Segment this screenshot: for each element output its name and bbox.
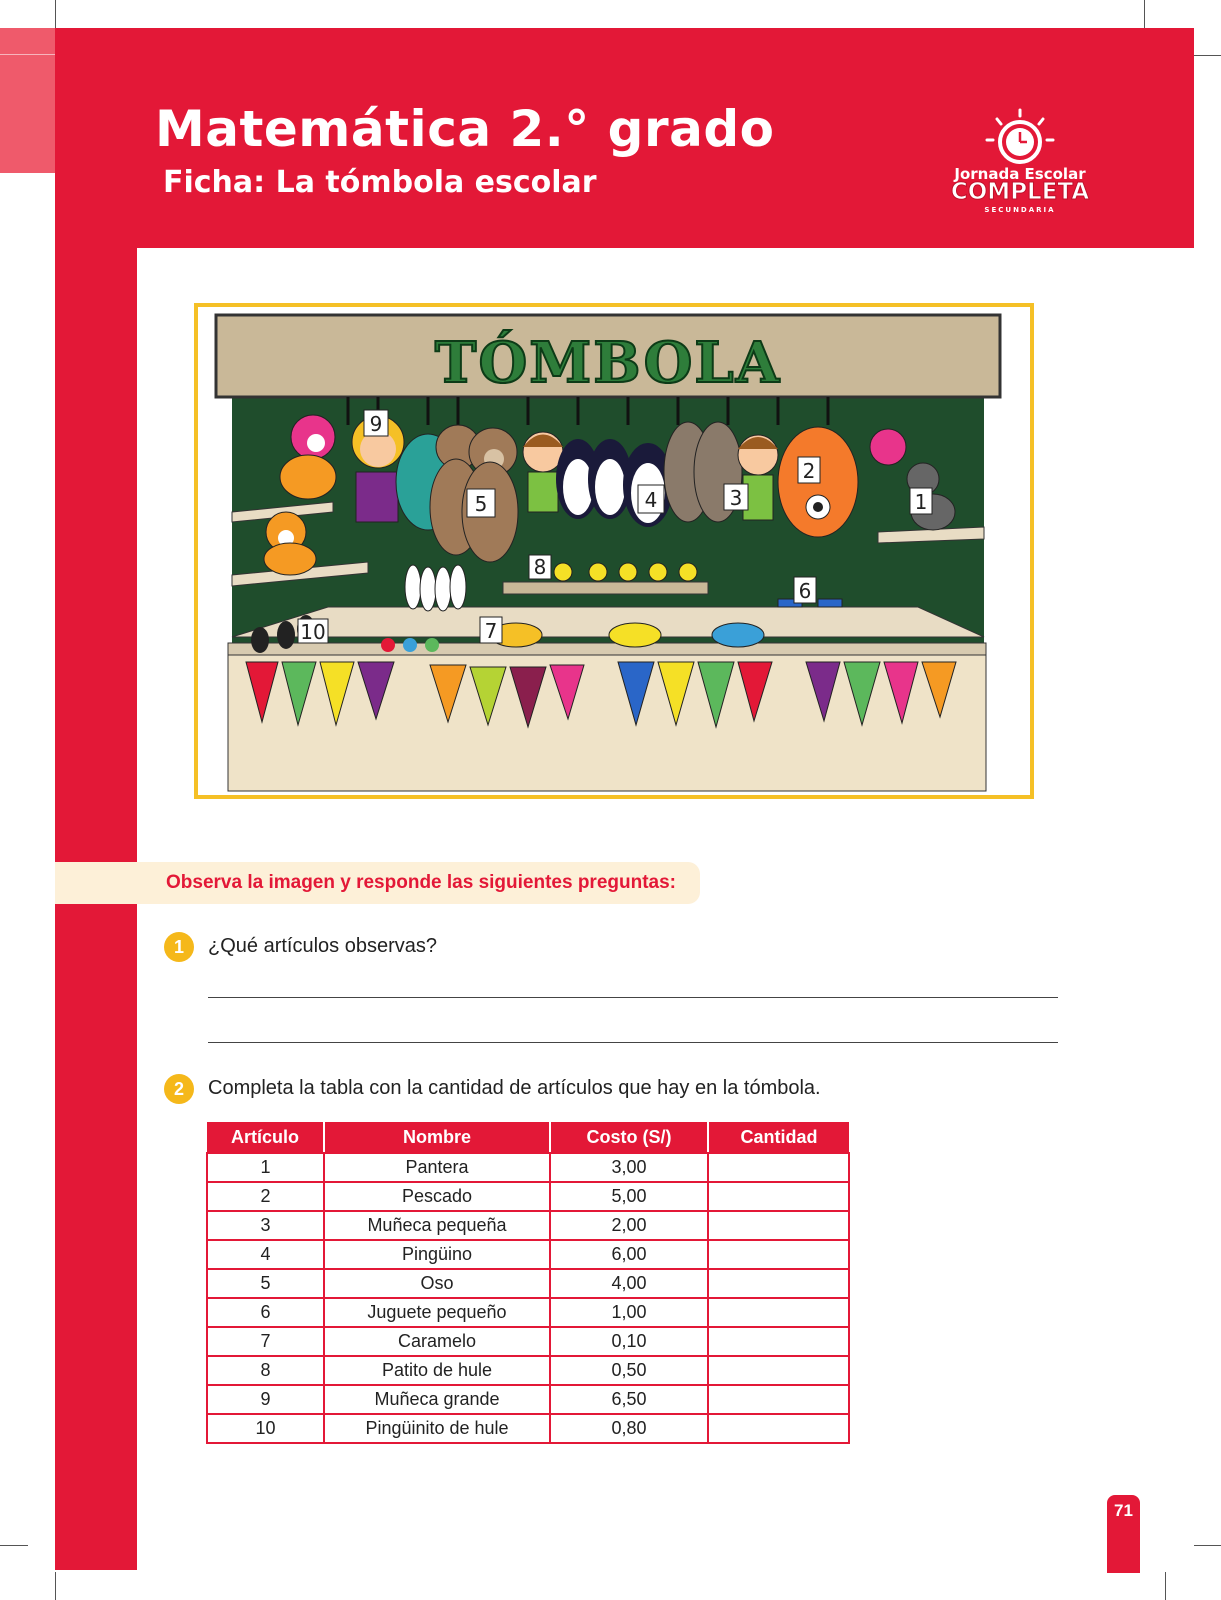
logo-line2: COMPLETA bbox=[950, 179, 1090, 205]
cell-costo: 4,00 bbox=[550, 1269, 708, 1298]
tombola-illustration bbox=[194, 303, 1034, 799]
item-label-10: 10 bbox=[300, 620, 326, 644]
page-number: 71 bbox=[1107, 1495, 1140, 1573]
counter-top bbox=[232, 607, 984, 637]
answer-line[interactable] bbox=[208, 997, 1058, 998]
question-2-text: Completa la tabla con la cantidad de artículos que hay en la tómbola. bbox=[208, 1077, 821, 1099]
ball-icon bbox=[381, 638, 395, 652]
cell-cantidad[interactable] bbox=[708, 1240, 849, 1269]
clock-sun-icon bbox=[987, 110, 1053, 162]
cell-cantidad[interactable] bbox=[708, 1414, 849, 1443]
cell-cantidad[interactable] bbox=[708, 1182, 849, 1211]
crop-mark bbox=[1194, 55, 1221, 56]
crop-mark bbox=[1194, 1545, 1221, 1546]
logo-line1: Jornada Escolar bbox=[954, 165, 1086, 183]
cell-nombre: Juguete pequeño bbox=[324, 1298, 550, 1327]
crop-mark bbox=[1165, 1572, 1166, 1600]
teddy-bear-pink-icon bbox=[870, 429, 906, 465]
side-tab bbox=[0, 28, 55, 173]
crop-mark bbox=[55, 0, 56, 28]
cell-costo: 0,50 bbox=[550, 1356, 708, 1385]
table-row bbox=[207, 1385, 849, 1414]
cell-nombre: Pingüino bbox=[324, 1240, 550, 1269]
cell-nombre: Pingüinito de hule bbox=[324, 1414, 550, 1443]
table-header-row bbox=[207, 1122, 849, 1153]
header-articulo: Artículo bbox=[207, 1122, 324, 1153]
question-1-text: ¿Qué artículos observas? bbox=[208, 935, 437, 957]
table-row bbox=[207, 1269, 849, 1298]
cell-cantidad[interactable] bbox=[708, 1153, 849, 1182]
cell-cantidad[interactable] bbox=[708, 1211, 849, 1240]
item-label-3: 3 bbox=[729, 486, 743, 510]
cell-articulo: 2 bbox=[207, 1182, 324, 1211]
crop-mark bbox=[1144, 0, 1145, 28]
page-title: Matemática 2.° grado bbox=[155, 100, 775, 158]
penguin-icon bbox=[556, 439, 673, 527]
table-row bbox=[207, 1240, 849, 1269]
instruction-text: Observa la imagen y responde las siguientes preguntas: bbox=[166, 872, 677, 893]
sign-text: TÓMBOLA bbox=[434, 330, 782, 396]
page-subtitle: Ficha: La tómbola escolar bbox=[163, 165, 597, 200]
jornada-escolar-logo bbox=[945, 104, 1095, 224]
duck-shelf bbox=[503, 582, 708, 594]
cell-articulo: 9 bbox=[207, 1385, 324, 1414]
question-2-badge: 2 bbox=[164, 1074, 194, 1104]
table-row bbox=[207, 1414, 849, 1443]
cell-articulo: 3 bbox=[207, 1211, 324, 1240]
ball-icon bbox=[425, 638, 439, 652]
item-label-6: 6 bbox=[798, 579, 812, 603]
ball-icon bbox=[403, 638, 417, 652]
cell-cantidad[interactable] bbox=[708, 1298, 849, 1327]
cell-articulo: 4 bbox=[207, 1240, 324, 1269]
cell-cantidad[interactable] bbox=[708, 1327, 849, 1356]
cell-articulo: 5 bbox=[207, 1269, 324, 1298]
cell-articulo: 8 bbox=[207, 1356, 324, 1385]
cell-cantidad[interactable] bbox=[708, 1385, 849, 1414]
item-label-9: 9 bbox=[369, 412, 383, 436]
candy-bowl-icon bbox=[490, 623, 764, 647]
cell-nombre: Oso bbox=[324, 1269, 550, 1298]
table-row bbox=[207, 1327, 849, 1356]
header-costo: Costo (S/) bbox=[550, 1122, 708, 1153]
item-label-7: 7 bbox=[484, 619, 498, 643]
cell-costo: 3,00 bbox=[550, 1153, 708, 1182]
cell-nombre: Muñeca pequeña bbox=[324, 1211, 550, 1240]
cell-costo: 6,00 bbox=[550, 1240, 708, 1269]
cell-costo: 1,00 bbox=[550, 1298, 708, 1327]
table-row bbox=[207, 1182, 849, 1211]
header-cantidad: Cantidad bbox=[708, 1122, 849, 1153]
header-nombre: Nombre bbox=[324, 1122, 550, 1153]
cell-costo: 5,00 bbox=[550, 1182, 708, 1211]
cell-nombre: Patito de hule bbox=[324, 1356, 550, 1385]
table-row bbox=[207, 1298, 849, 1327]
cell-nombre: Pescado bbox=[324, 1182, 550, 1211]
item-label-4: 4 bbox=[644, 488, 658, 512]
left-margin-strip bbox=[55, 248, 137, 1570]
cell-articulo: 10 bbox=[207, 1414, 324, 1443]
cell-articulo: 1 bbox=[207, 1153, 324, 1182]
items-table bbox=[206, 1122, 850, 1444]
cell-costo: 6,50 bbox=[550, 1385, 708, 1414]
cell-costo: 0,80 bbox=[550, 1414, 708, 1443]
question-1-badge: 1 bbox=[164, 932, 194, 962]
logo-line3: SECUNDARIA bbox=[984, 206, 1056, 214]
cell-cantidad[interactable] bbox=[708, 1269, 849, 1298]
table-row bbox=[207, 1356, 849, 1385]
table-row bbox=[207, 1153, 849, 1182]
cell-nombre: Pantera bbox=[324, 1153, 550, 1182]
answer-line[interactable] bbox=[208, 1042, 1058, 1043]
table-row bbox=[207, 1211, 849, 1240]
tombola-scene bbox=[198, 307, 1030, 795]
item-label-5: 5 bbox=[474, 492, 488, 516]
item-label-1: 1 bbox=[914, 490, 928, 514]
cell-nombre: Muñeca grande bbox=[324, 1385, 550, 1414]
cell-articulo: 7 bbox=[207, 1327, 324, 1356]
crop-mark bbox=[55, 1572, 56, 1600]
cell-cantidad[interactable] bbox=[708, 1356, 849, 1385]
cell-nombre: Caramelo bbox=[324, 1327, 550, 1356]
item-label-8: 8 bbox=[533, 555, 547, 579]
crop-mark bbox=[0, 1545, 28, 1546]
item-label-2: 2 bbox=[802, 459, 816, 483]
cell-costo: 0,10 bbox=[550, 1327, 708, 1356]
cell-costo: 2,00 bbox=[550, 1211, 708, 1240]
cell-articulo: 6 bbox=[207, 1298, 324, 1327]
